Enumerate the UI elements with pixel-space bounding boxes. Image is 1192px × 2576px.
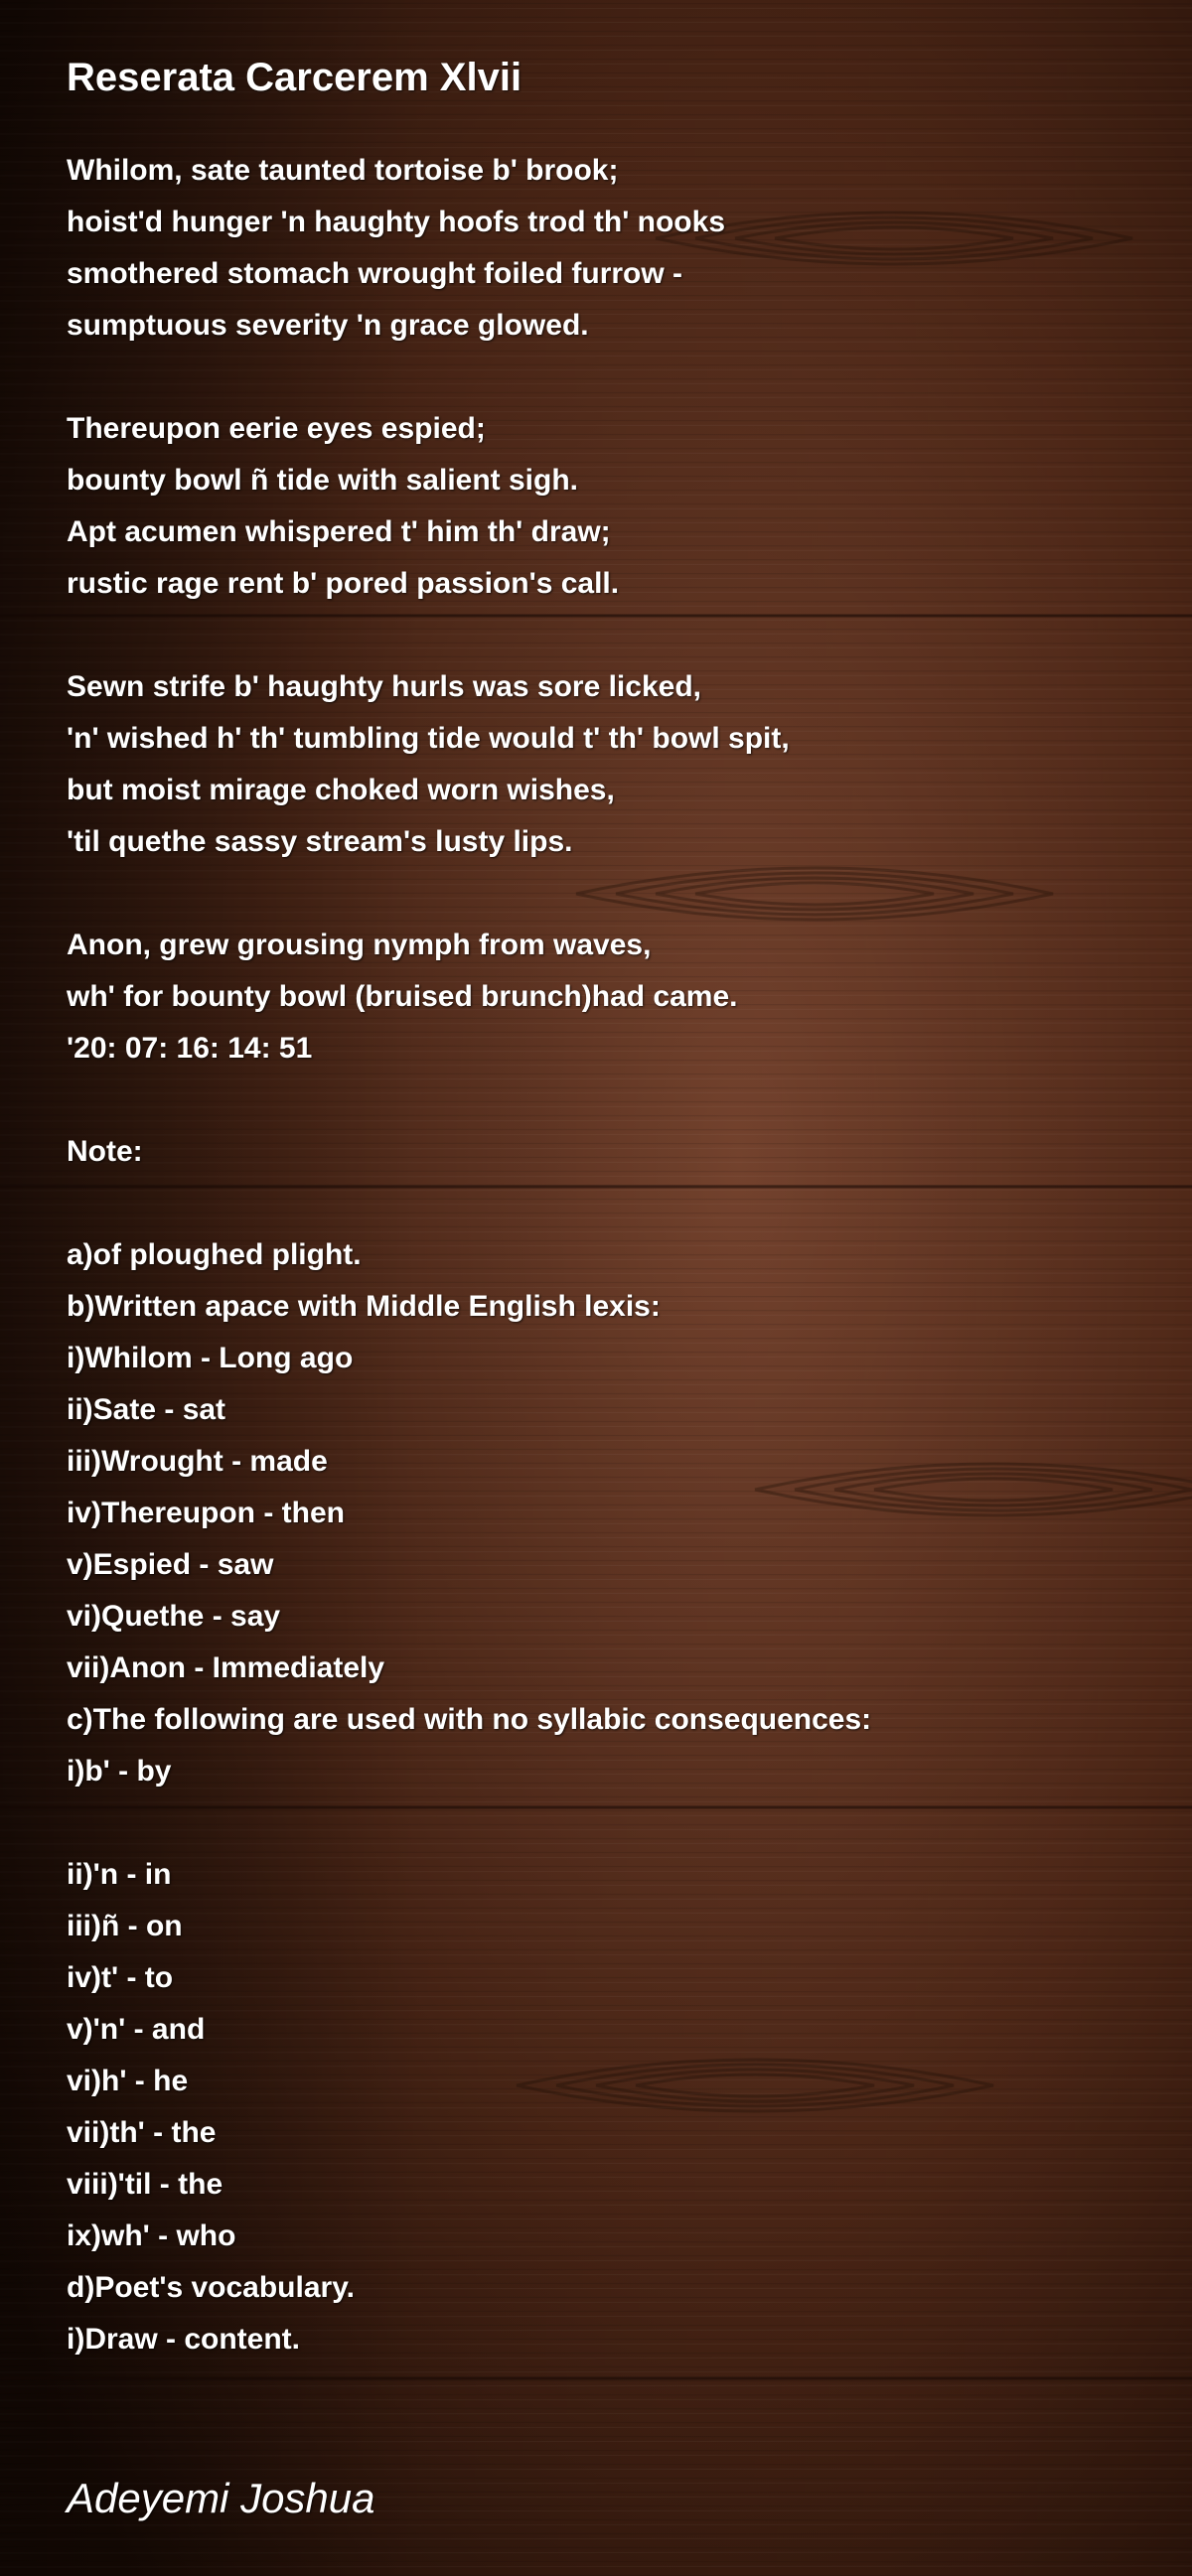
poem-line: rustic rage rent b' pored passion's call. [67,567,620,600]
poem-line: 'til quethe sassy stream's lusty lips. [67,825,573,858]
poem-line: iv)Thereupon - then [67,1497,345,1529]
poem-line: vi)Quethe - say [67,1600,281,1633]
poem-line: sumptuous severity 'n grace glowed. [67,309,589,342]
poem-line: bounty bowl ñ tide with salient sigh. [67,464,578,497]
poem-line: smothered stomach wrought foiled furrow - [67,257,683,290]
poem-line: 'n' wished h' th' tumbling tide would t' th' bowl spit, [67,722,790,755]
poem-line: ii)Sate - sat [67,1393,226,1426]
stanza-break [67,610,1139,661]
poem-line: iii)Wrought - made [67,1445,328,1478]
poem-line: vii)th' - the [67,2116,217,2149]
stanza-break [67,1074,1139,1126]
poem-line: Note: [67,1135,143,1168]
poem-lines [67,145,1139,2365]
poem-line: iv)t' - to [67,1961,174,1994]
stanza-break [67,1797,1139,1849]
poem-line: hoist'd hunger 'n haughty hoofs trod th' nooks [67,206,726,238]
poem-line: i)b' - by [67,1755,172,1788]
poem-line: wh' for bounty bowl (bruised brunch)had came. [67,980,738,1013]
poem-line: i)Whilom - Long ago [67,1342,354,1374]
poem-line: b)Written apace with Middle English lexis: [67,1290,661,1323]
poem-line: d)Poet's vocabulary. [67,2271,355,2304]
poem-line: Anon, grew grousing nymph from waves, [67,929,652,961]
poem-line: i)Draw - content. [67,2323,301,2356]
poem-author: Adeyemi Joshua [67,2475,375,2521]
stanza-break [67,352,1139,403]
poem-line: Thereupon eerie eyes espied; [67,412,486,445]
poem-line: iii)ñ - on [67,1910,183,1942]
poem-line: a)of ploughed plight. [67,1238,362,1271]
poem-line: v)'n' - and [67,2013,206,2046]
poem-line: viii)'til - the [67,2168,224,2201]
poem-title: Reserata Carcerem Xlvii [67,56,522,99]
poem-line: vi)h' - he [67,2065,189,2097]
poem-line: vii)Anon - Immediately [67,1651,385,1684]
poem-line: Sewn strife b' haughty hurls was sore licked, [67,670,701,703]
stanza-break [67,868,1139,920]
poem-line: but moist mirage choked worn wishes, [67,774,615,806]
poem-line: Whilom, sate taunted tortoise b' brook; [67,154,619,187]
poem-line: Apt acumen whispered t' him th' draw; [67,515,611,548]
poem-line: v)Espied - saw [67,1548,274,1581]
stanza-break [67,1178,1139,1229]
poem-line: c)The following are used with no syllabic consequences: [67,1703,872,1736]
poem-line: '20: 07: 16: 14: 51 [67,1032,313,1065]
poem-body [67,48,1139,2365]
poem-line: ii)'n - in [67,1858,172,1891]
poem-line: ix)wh' - who [67,2219,236,2252]
